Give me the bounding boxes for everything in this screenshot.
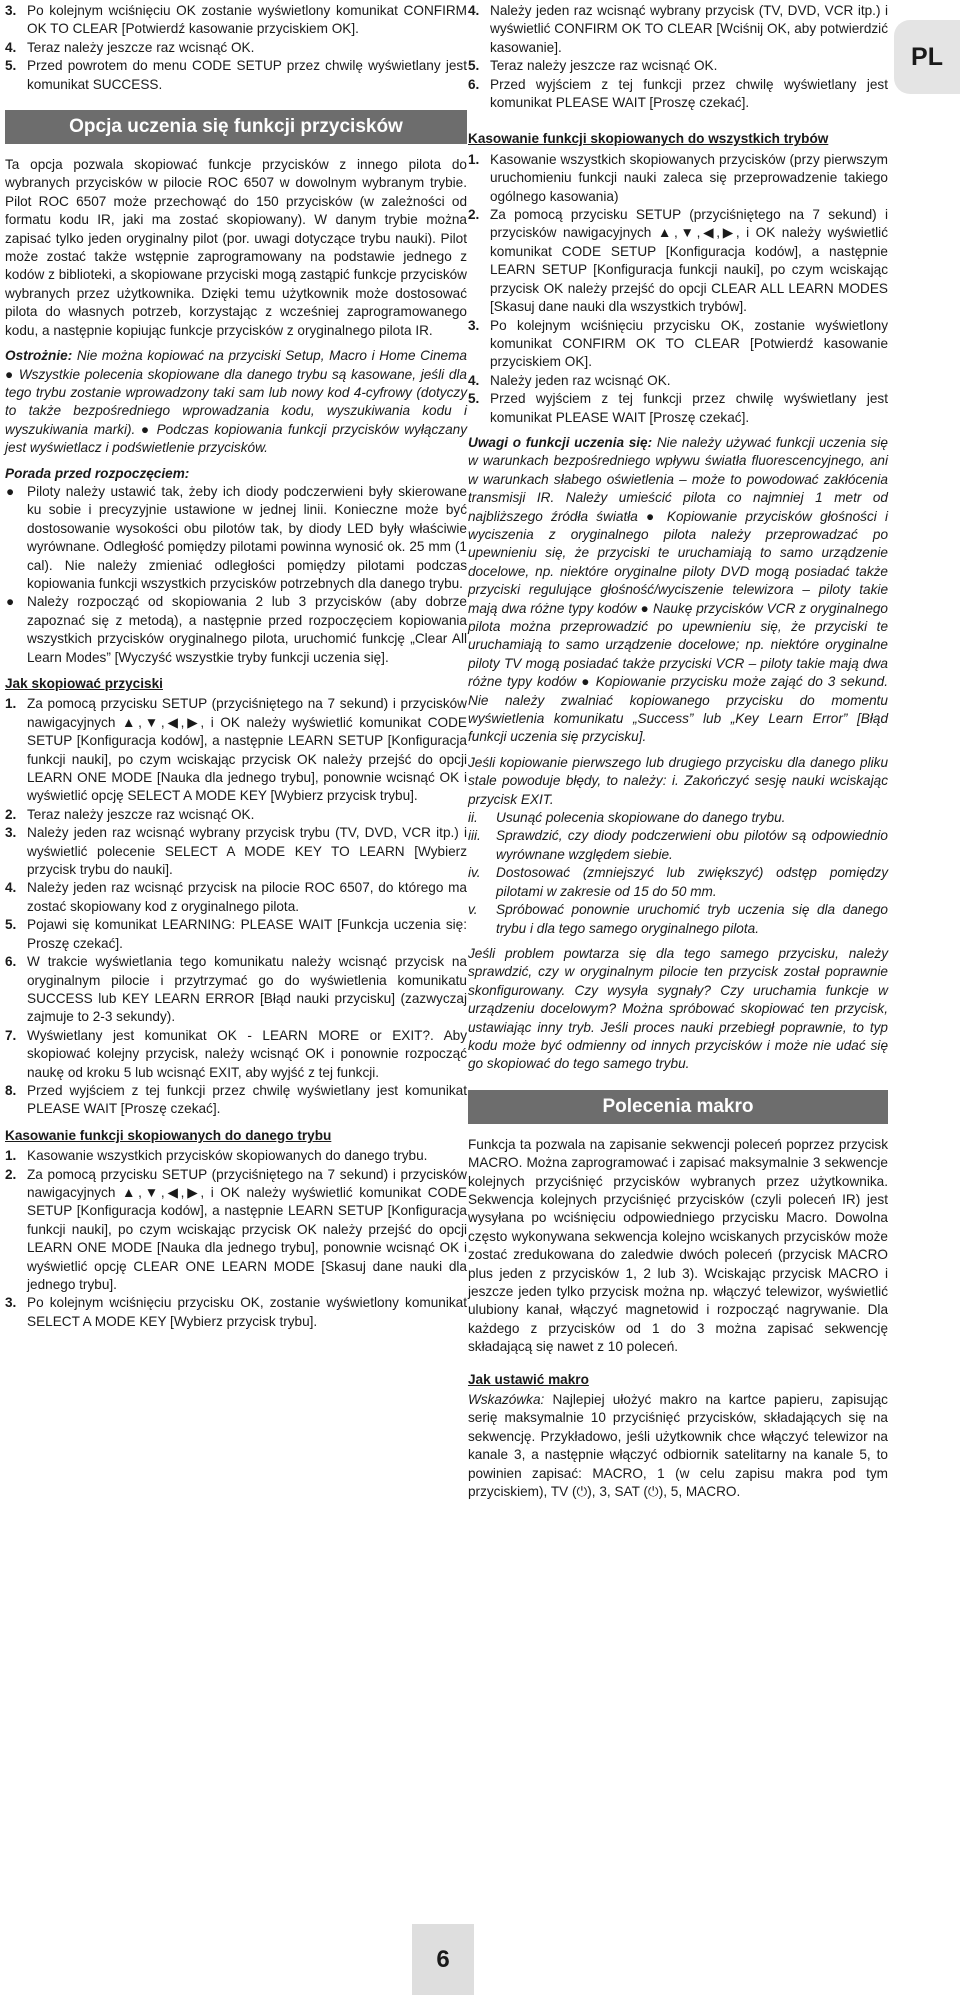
clear-all-steps: [468, 151, 888, 427]
caution-paragraph: Ostrożnie: Nie można kopiować na przyciski Setup, Macro i Home Cinema ● Wszystkie polecenia skopiowane dla danego trybu są kasowane, jeśli dla tego trybu zostanie wprowadzony taki sam lub nowy kod 4-cyfrowy (dotyczy to także bezpośredniego wprowadzania kodu, wyszukiwania kodu i wyszukiwania marki). ● Podczas kopiowania funkcji przycisków wyłączany jest wyświetlacz i podświetlenie przycisków.: [5, 348, 467, 456]
notes-label: Uwagi o funkcji uczenia się:: [468, 434, 653, 450]
bullet-icon: ●: [6, 594, 15, 610]
language-tab: PL: [894, 20, 960, 94]
list-item: ● Należy rozpocząć od skopiowania 2 lub 3 przycisków (aby dobrze zapoznać się z metodą), a następnie przed rozpoczęciem kopiowania wszystkich przycisków oryginalnego pilota, uruchomić funkcję „Clear All Learn Modes” [Wyczyść wszystkie tryby funkcji uczenia się].: [6, 594, 467, 665]
left-column: [5, 0, 467, 1338]
list-item: 1. Za pomocą przycisku SETUP (przyciśniętego na 7 sekund) i przycisków nawigacyjnych ▲,▼,◀,▶, i OK należy wyświetlić komunikat CODE SETUP [Konfiguracja kodów], a następnie LEARN SETUP [Konfiguracja funkcji nauki], po czym wciskając przycisk OK należy przejść do opcji LEARN ONE MODE [Nauka dla jednego trybu], ponownie wcisnąć OK i wyświetlić opcję SELECT A MODE KEY [Wybierz przycisk trybu].: [5, 696, 467, 804]
list-item: 4. Należy jeden raz wcisnąć wybrany przycisk (TV, DVD, VCR itp.) i wyświetlić CONFIRM OK TO CLEAR [Wciśnij OK, aby potwierdzić kasowanie].: [468, 3, 888, 55]
howto-heading: Jak ustawić makro: [468, 1371, 589, 1387]
list-item: iii. Sprawdzić, czy diody podczerwieni obu pilotów są odpowiednio wyrównane względem siebie.: [468, 828, 888, 862]
list-item: 5. Przed wyjściem z tej funkcji przez chwilę wyświetlany jest komunikat PLEASE WAIT [Proszę czekać].: [468, 391, 888, 425]
list-item: 2. Za pomocą przycisku SETUP (przyciśniętego na 7 sekund) i przycisków nawigacyjnych ▲,▼,◀,▶, i OK należy wyświetlić komunikat CODE SETUP [Konfiguracja kodów], a następnie LEARN SETUP [Konfiguracja funkcji nauki], po czym wciskając przycisk OK należy przejść do opcji CLEAR ALL LEARN MODES [Skasuj dane nauki dla wszystkich trybów].: [468, 207, 888, 315]
list-item: 5. Teraz należy jeszcze raz wcisnąć OK.: [468, 58, 718, 74]
problem-paragraph: Jeśli problem powtarza się dla tego samego przycisku, należy sprawdzić, czy w oryginalnym pilocie ten przycisk został poprawnie skonfigurowany. Czy wysyła sygnały? Czy uruchamia funkcje w urządzeniu docelowym? Można spróbować skopiować ten przycisk, ustawiając inny tryb. Jeśli proces nauki przebiegł poprawnie, to typ kodu może być odmienny od innych przycisków i może nie udać się go skopiować do tego samego trybu.: [468, 945, 888, 1072]
page-number: 6: [412, 1924, 474, 1995]
list-item: 5. Przed powrotem do menu CODE SETUP przez chwilę wyświetlany jest komunikat SUCCESS.: [5, 58, 467, 92]
list-item: ● Piloty należy ustawić tak, żeby ich diody podczerwieni były skierowane ku sobie i precyzyjnie ustawione w jednej linii. Konieczne może być dostosowanie wysokości obu pilotów tak, by diody LED były właściwie wyrównane. Odległość pomiędzy pilotami powinna wynosić ok. 25 mm (1 cal). Nie należy zmieniać odległości pomiędzy pilotami podczas kopiowania funkcji wszystkich przycisków potrzebnych dla danego trybu.: [6, 483, 467, 591]
bullet-icon: ●: [6, 483, 15, 499]
list-item: 2. Za pomocą przycisku SETUP (przyciśniętego na 7 sekund) i przycisków nawigacyjnych ▲,▼,◀,▶, i OK należy wyświetlić komunikat CODE SETUP [Konfiguracja kodów], a następnie LEARN SETUP [Konfiguracja funkcji nauki], po czym wciskając przycisk OK należy przejść do opcji LEARN ONE MODE [Nauka dla jednego trybu], ponownie wcisnąć OK i wyświetlić opcję CLEAR ONE LEARN MODE [Skasuj dane nauki dla jednego trybu].: [5, 1166, 467, 1292]
list-item: 3. Po kolejnym wciśnięciu przycisku OK, zostanie wyświetlony komunikat CONFIRM OK TO CLEAR [Potwierdź kasowanie przyciskiem OK].: [468, 317, 888, 370]
clear-all-heading: Kasowanie funkcji skopiowanych do wszystkich trybów: [468, 131, 829, 147]
list-item: 6. Przed wyjściem z tej funkcji przez chwilę wyświetlany jest komunikat PLEASE WAIT [Proszę czekać].: [468, 76, 888, 111]
list-item: 5. Pojawi się komunikat LEARNING: PLEASE WAIT [Funkcja uczenia się: Proszę czekać].: [5, 917, 467, 951]
section-banner-learning: Opcja uczenia się funkcji przycisków: [5, 110, 467, 144]
prep-list: [5, 483, 467, 667]
clear-mode-heading: Kasowanie funkcji skopiowanych do danego trybu: [5, 1127, 332, 1143]
list-item: 1. Kasowanie wszystkich skopiowanych przycisków (przy pierwszym uruchomieniu funkcji nauki zaleca się przeprowadzenie takiego ogólnego kasowania): [468, 151, 888, 204]
list-item: 3. Po kolejnym wciśnięciu OK zostanie wyświetlony komunikat CONFIRM OK TO CLEAR [Potwierdź kasowanie przyciskiem OK].: [5, 3, 467, 37]
list-item: 6. W trakcie wyświetlania tego komunikatu należy wcisnąć przycisk na oryginalnym pilocie i przytrzymać go do wyświetlenia komunikatu SUCCESS lub KEY LEARN ERROR [Błąd nauki przycisku] (zazwyczaj zajmuje to 2-3 sekundy).: [5, 954, 467, 1025]
list-item: iv. Dostosować (zmniejszyć lub zwiększyć) odstęp pomiędzy pilotami w zakresie od 15 do 50 mm.: [468, 865, 888, 899]
list-item: 7. Wyświetlany jest komunikat OK - LEARN MORE or EXIT?. Aby skopiować kolejny przycisk, należy wcisnąć OK i ponownie rozpocząć naukę od kroku 5 lub wcisnąć EXIT, aby wyjść z tej funkcji.: [5, 1027, 467, 1080]
list-item: 4. Teraz należy jeszcze raz wcisnąć OK.: [5, 39, 255, 55]
list-item: v. Spróbować ponownie uruchomić tryb uczenia się dla danego trybu i dla tego samego oryginalnego pilota.: [468, 902, 888, 936]
list-item: 1. Kasowanie wszystkich przycisków skopiowanych do danego trybu.: [5, 1148, 428, 1164]
error-intro: Jeśli kopiowanie pierwszego lub drugiego przycisku dla danego pliku stale powoduje błędy, to należy: i. Zakończyć sesję nauki wciskając przycisk EXIT.: [468, 754, 888, 807]
copy-steps: [5, 695, 467, 1118]
right-top-list: [468, 2, 888, 112]
right-column: [468, 0, 888, 1508]
howto-paragraph: Wskazówka: Najlepiej ułożyć makro na kartce papieru, zapisując serię maksymalnie 10 przyciśnięć przycisków, składających się na sekwencję. Przykładowo, jeśli użytkownik chce włączyć telewizor na kanale 3, a następnie włączyć odbiornik satelitarny na kanale 5, to powinien zapisać: MACRO, 1 (w celu zapisu makra pod tym przyciskiem), TV (⏻), 3, SAT (⏻), 5, MACRO.: [468, 1392, 888, 1500]
list-item: 8. Przed wyjściem z tej funkcji przez chwilę wyświetlany jest komunikat PLEASE WAIT [Proszę czekać].: [5, 1082, 467, 1117]
error-steps: [468, 809, 888, 938]
list-item: 3. Po kolejnym wciśnięciu przycisku OK, zostanie wyświetlony komunikat SELECT A MODE KEY [Wybierz przycisk trybu].: [5, 1295, 467, 1329]
notes-paragraph: Uwagi o funkcji uczenia się: Nie należy używać funkcji uczenia się w warunkach bezpośredniego wpływu światła fluorescencyjnego, ani w warunkach słabego oświetlenia – może to powodować zakłócenia transmisji IR. Należy umieścić pilota co najmniej 1 metr od najbliższego źródła światła ● Kopiowanie przycisków głośności i wyciszenia z oryginalnego pilota należy przeprowadzać po upewnieniu się, że przyciski te uruchamiają to samo urządzenie docelowe, np. niektóre oryginalne piloty DVD mogą posiadać także przyciski regulujące głośność/wyciszenie telewizora – piloty takie mają dwa różne typy kodów ● Naukę przycisków VCR z oryginalnego pilota można przeprowadzić po upewnieniu się, że przyciski te uruchamiają to samo urządzenie docelowe; np. niektóre oryginalne piloty TV mogą posiadać także przyciski VCR – piloty takie mają dwa różne typy kodów ● Kopiowanie przycisku może zająć do 3 sekund. Nie należy zwalniać kopiowanego przycisku do momentu wyświetlenia komunikatu „Success” lub „Key Learn Error” [Błąd funkcji uczenia się przycisku].: [468, 434, 888, 745]
list-item: 4. Należy jeden raz wcisnąć OK.: [468, 372, 671, 388]
list-item: 4. Należy jeden raz wcisnąć przycisk na pilocie ROC 6507, do którego ma zostać skopiowany kod z oryginalnego pilota.: [5, 880, 467, 914]
caution-label: Ostrożnie:: [5, 348, 73, 364]
section-banner-macro: Polecenia makro: [468, 1090, 888, 1124]
howto-label: Wskazówka:: [468, 1392, 545, 1408]
prep-heading: Porada przed rozpoczęciem:: [5, 465, 190, 481]
clear-mode-steps: [5, 1147, 467, 1331]
macro-paragraph: Funkcja ta pozwala na zapisanie sekwencji poleceń poprzez przycisk MACRO. Można zaprogramować i zapisać maksymalnie 3 sekwencje kolejnych przyciśnięć przycisków wybranych przez użytkownika. Sekwencja kolejnych przyciśnięć przycisków (czyli poleceń IR) jest wysyłana po wciśnięciu odpowiedniego przycisku Macro. Dowolna często wykonywana sekwencja kolejno wciskanych przycisków może zostać zredukowana do zaledwie dwóch poleceń (przycisk MACRO plus jeden z przycisków 1, 2 lub 3). Wciskając przycisk MACRO i jeszcze jeden tylko przycisk można np. włączyć telewizor, wyświetlić ulubiony kanał, włączyć magnetowid i rozpocząć nagrywanie. Dla każdego z przycisków od 1 do 3 można zapisać sekwencję składającą się nawet z 10 poleceń.: [468, 1136, 888, 1355]
left-top-list: [5, 2, 467, 94]
intro-paragraph: Ta opcja pozwala skopiować funkcje przycisków z innego pilota do wybranych przycisków w pilocie ROC 6507 w dowolnym wybranym trybie. Pilot ROC 6507 może przechowąć do 150 przycisków (w zależności od formatu kodu IR, jaki ma zostać skopiowany). W danym trybie można zapisać tylko jeden oryginalny pilot (por. uwagi dotyczące trybu nauki). Pilot może zostać także wstępnie zaprogramowany na podstawie jednego z kodów z biblioteki, a skopiowane przyciski mogą zastąpić funkcje przycisków wybranych przez użytkownika. Dzięki temu użytkownik może dostosować pilota do własnych potrzeb, korzystając z wcześniej zaprogramowanego kodu, a następnie kopiując funkcje przycisków z oryginalnego pilota IR.: [5, 157, 467, 338]
list-item: 3. Należy jeden raz wcisnąć wybrany przycisk trybu (TV, DVD, VCR itp.) i wyświetlić polecenie SELECT A MODE KEY TO LEARN [Wybierz przycisk trybu do nauki].: [5, 825, 467, 878]
list-item: ii. Usunąć polecenia skopiowane do danego trybu.: [468, 810, 786, 826]
list-item: 2. Teraz należy jeszcze raz wcisnąć OK.: [5, 806, 255, 822]
copy-heading: Jak skopiować przyciski: [5, 676, 163, 691]
